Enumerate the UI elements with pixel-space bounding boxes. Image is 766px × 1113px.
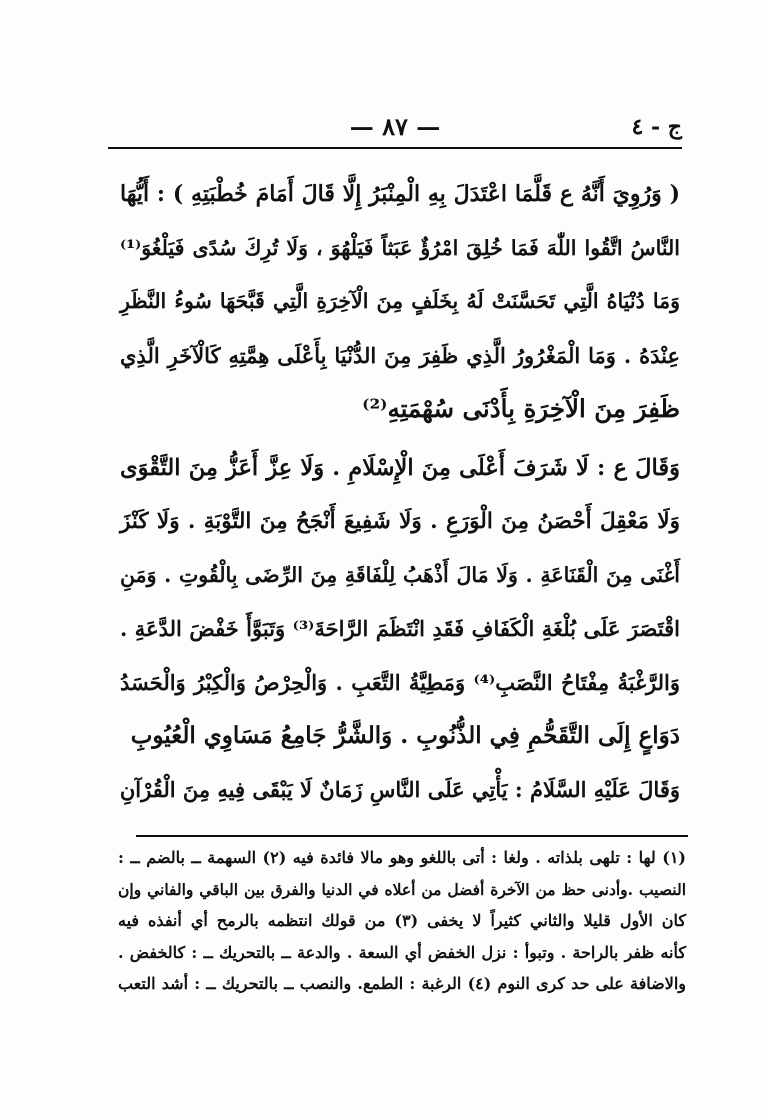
footnote-line: كان الأول قليلا والثاني كثيراً لا يخفى (٣) من قولك انتظمه بالرمح أي أنفذه فيه	[118, 911, 686, 930]
header-rule	[108, 147, 682, 149]
text-line: النَّاسُ اتَّقُوا اللّٰهَ فَمَا خُلِقَ امْرُؤٌ عَبَثاً فَيَلْهُوَ ، وَلَا تُرِكَ سُدًى فَيَلْغُوَ⁽¹⁾	[120, 235, 680, 260]
page-header	[108, 112, 682, 152]
text-line: دَوَاعٍ إِلَى التَّقَحُّمِ فِي الذُّنُوبِ . وَالشَّرُّ جَامِعُ مَسَاوِي الْعُيُوبِ	[130, 722, 680, 749]
footnote-line: (١) لها : تلهى بلذاته . ولغا : أتى باللغو وهو مالا فائدة فيه (٢) السهمة ــ بالضم ــ :	[118, 848, 686, 867]
text-line: وَلَا مَعْقِلَ أَحْصَنُ مِنَ الْوَرَعِ . وَلَا شَفِيعَ أَنْجَحُ مِنَ التَّوْبَةِ . وَلَا كَنْزَ	[120, 509, 680, 534]
footnote-line: كأنه ظفر بالراحة . وتبوأ : نزل الخفض أي السعة . والدعة ــ بالتحريك ــ : كالخفض .	[118, 942, 686, 962]
text-line: ظَفِرَ مِنَ الْآخِرَةِ بِأَدْنَى سُهْمَتِهِ⁽²⁾	[362, 394, 680, 423]
main-text	[120, 168, 680, 816]
page-number: — ٨٧ —	[349, 112, 441, 141]
text-line: ( وَرُوِيَ أَنَّهُ ع قَلَّمَا اعْتَدَلَ بِهِ الْمِنْبَرُ إِلَّا قَالَ أَمَامَ خُطْبَتِهِ ) : أَيُّهَا	[120, 181, 680, 207]
text-line: وَالرَّغْبَةُ مِفْتَاحُ النَّصَبِ⁽⁴⁾ وَمَطِيَّةُ التَّعَبِ . وَالْحِرْصُ وَالْكِبْرُ وَالْحَسَدُ	[120, 669, 681, 695]
footnote-line: والاضافة على حد كرى النوم (٤) الرغبة : الطمع. والنصب ــ بالتحريك ــ : أشد التعب	[118, 974, 687, 993]
footnotes	[118, 842, 686, 1000]
text-line: وَقَالَ ع : لَا شَرَفَ أَعْلَى مِنَ الْإِسْلَامِ . وَلَا عِزَّ أَعَزُّ مِنَ التَّقْوَى	[120, 454, 680, 481]
footnote-rule	[136, 835, 688, 837]
text-line: وَمَا دُنْيَاهُ الَّتِي تَحَسَّنَتْ لَهُ بِخَلَفٍ مِنَ الْآخِرَةِ الَّتِي قَبَّحَهَا سُوءُ النَّظَرِ	[120, 289, 680, 313]
footnote-line: النصيب .وأدنى حظ من الآخرة أفضل من أعلاه في الدنيا والفرق بين الباقي والفاني وإن	[118, 879, 686, 899]
volume-label: ج - ٤	[631, 114, 682, 140]
text-line: أَغْنَى مِنَ الْقَنَاعَةِ . وَلَا مَالَ أَذْهَبُ لِلْفَاقَةِ مِنَ الرِّضَى بِالْقُوتِ . وَمَنِ	[120, 562, 680, 587]
text-line: عِنْدَهُ . وَمَا الْمَغْرُورُ الَّذِي ظَفِرَ مِنَ الدُّنْيَا بِأَعْلَى هِمَّتِهِ كَالْآخَرِ الَّذِي	[120, 342, 680, 368]
text-line: وَقَالَ عَلَيْهِ السَّلَامُ : يَأْتِي عَلَى النَّاسِ زَمَانٌ لَا يَبْقَى فِيهِ مِنَ الْقُرْآنِ	[119, 776, 680, 802]
text-line: اقْتَصَرَ عَلَى بُلْغَةِ الْكَفَافِ فَقَدِ انْتَظَمَ الرَّاحَةَ⁽³⁾ وَتَبَوَّأَ خَفْضَ الدَّعَةِ .	[120, 616, 680, 641]
